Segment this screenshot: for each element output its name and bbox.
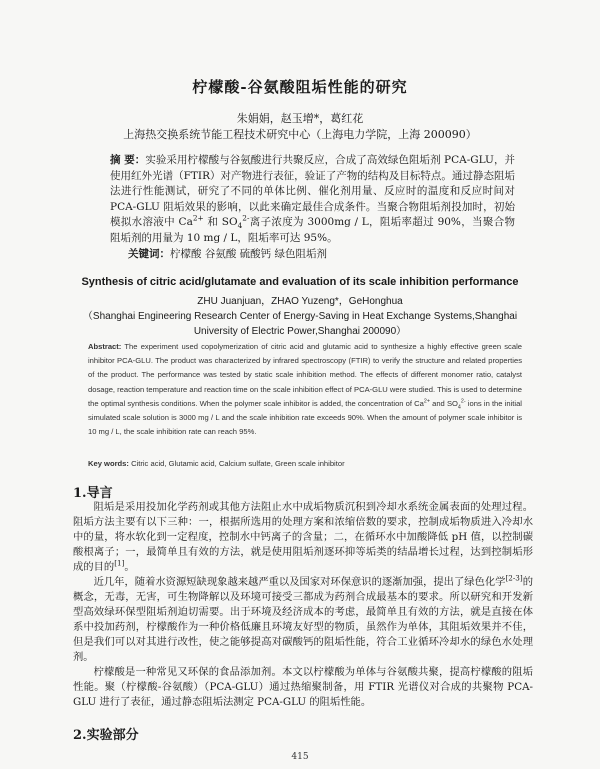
affiliation-en-line-2: University of Electric Power,Shanghai 200090） (193, 326, 407, 337)
affiliation-en-line-1: （Shanghai Engineering Research Center of Energy-Saving in Heat Exchange Systems,Shanghai (82, 311, 518, 322)
keywords-cn-text: 柠檬酸 谷氨酸 硫酸钙 绿色阻垢剂 (170, 248, 328, 260)
abstract-en-text-2: and SO (429, 398, 458, 408)
abstract-cn-text-2: 和 SO (203, 216, 238, 229)
section-1-paragraph-1 (73, 500, 533, 575)
abstract-en-sup-1: 2+ (423, 398, 430, 405)
authors-en: ZHU Juanjuan，ZHAO Yuzeng*，GeHonghua (197, 296, 403, 307)
keywords-en-text: Citric acid, Glutamic acid, Calcium sulfate, Green scale inhibitor (131, 459, 345, 468)
keywords-en-label: Key words: (88, 459, 129, 468)
abstract-en-text-1: The experiment used copolymerization of citric acid and glutamic acid to synthesize a highly effective green scale inhibitor PCA-GLU. The product was characterized by infrared spectroscopy (FTIR) to verify the structure and related properties of the product. The performance was tested by static scale inhibition method. The effects of different monomer ratio, catalyst dosage, reaction temperature and reaction time on the scale inhibition effect of PCA-GLU were studied. This is used to determine the optimal synthesis conditions. When the polymer scale inhibitor is added, the concentration of Ca (88, 342, 522, 408)
keywords-cn-label: 关键词： (128, 248, 170, 260)
s1p1-text: 阻垢是采用投加化学药剂或其他方法阻止水中成垢物质沉积到冷却水系统金属表面的处理过程。阻垢方法主要有以下三种：一，根据所选用的处理方案和浓缩倍数的要求，控制成垢物质进入冷却水中的量，将水软化到一定程度，控制水中钙离子的含量；二，在循环水中加酸降低 pH 值，以控制碳酸根离子；一，最简单且有效的方法，就是使用阻垢剂逐环抑等垢类的结晶增长过程，达到控制垢形成的目的 (73, 501, 533, 573)
abstract-cn-label: 摘 要： (110, 154, 146, 166)
s1p2-text-b: 的概念，无毒，无害，可生物降解以及环境可接受三都成为药剂合成最基本的要求。所以研究和开发新型高效绿环保型阻垢剂迫切需要。出于环境及经济成本的考虑，最简单且有效的方法，就是直接在体系中投加药剂，柠檬酸作为一种价格低廉且环境友好型的物质，虽然作为单体，其阻垢效果并不佳，但是我们可以对其进行改性，使之能够提高对碳酸钙的阻垢性能，符合工业循环冷却水的绿色水处理剂。 (73, 576, 533, 663)
abstract-cn-text-3: 离子浓度为 3000mg / L，阻垢率超过 90%，当聚合物阻垢剂的用量为 10 mg / L，阻垢率可达 95%。 (110, 216, 515, 244)
abstract-en-label: Abstract: (88, 342, 122, 351)
abstract-en-sup-2: 2- (460, 398, 466, 405)
section-1-paragraph-2 (73, 575, 533, 665)
page-number: 415 (291, 752, 309, 762)
affiliation-cn: 上海热交换系统节能工程技术研究中心（上海电力学院，上海 200090） (123, 128, 477, 141)
abstract-en-text-3: ions in the initial simulated scale solution is 3000 mg / L and the scale inhibition rate exceeds 90%. When the amount of polymer scale inhibitor is 10 mg / L, the scale inhibition rate can reach 95%. (88, 398, 522, 437)
abstract-cn-sub-1: 4 (237, 221, 243, 231)
section-1-body (73, 500, 533, 710)
section-2-heading: 2.实验部分 (73, 728, 139, 743)
s1p1-citation: [1] (114, 558, 125, 568)
section-1-heading: 1.导言 (73, 486, 113, 501)
abstract-cn-text-1: 实验采用柠檬酸与谷氨酸进行共聚反应，合成了高效绿色阻垢剂 PCA-GLU，并使用红外光谱（FTIR）对产物进行表征，验证了产物的结构及目标特点。通过静态阻垢法进行性能测试，研究了不同的单体比例、催化剂用量、反应时的温度和反应时间对 PCA-GLU 阻垢效果的影响，以此来确定最佳合成条件。当聚合物阻垢剂投加时，初始模拟水溶液中 Ca (110, 154, 515, 229)
abstract-cn (110, 153, 515, 247)
authors-cn: 朱娟娟，赵玉增*，葛红花 (236, 112, 364, 125)
keywords-cn (128, 246, 528, 261)
s1p1-end: 。 (124, 561, 135, 573)
section-1-paragraph-3: 柠檬酸是一种常见又环保的食品添加剂。本文以柠檬酸为单体与谷氨酸共聚，提高柠檬酸的阻垢性能。聚（柠檬酸-谷氨酸）（PCA-GLU）通过热缩聚制备，用 FTIR 光谱仪对合成的共聚物 PCA-GLU 进行了表征，通过静态阻垢法测定 PCA-GLU 的阻垢性能。 (73, 666, 533, 708)
paper-title: 柠檬酸-谷氨酸阻垢性能的研究 (192, 78, 408, 96)
abstract-en-sub-1: 4 (457, 404, 461, 411)
abstract-en (88, 340, 522, 439)
abstract-cn-sup-1: 2+ (192, 213, 204, 223)
abstract-cn-sup-2: 2- (242, 213, 250, 223)
keywords-en (88, 459, 522, 468)
title-en: Synthesis of citric acid/glutamate and evaluation of its scale inhibition performance (81, 276, 519, 288)
s1p2-citation: [2-3] (505, 573, 523, 583)
s1p2-text-a: 近几年，随着水资源短缺现象越来越严重以及国家对环保意识的逐渐加强，提出了绿色化学 (93, 576, 506, 588)
